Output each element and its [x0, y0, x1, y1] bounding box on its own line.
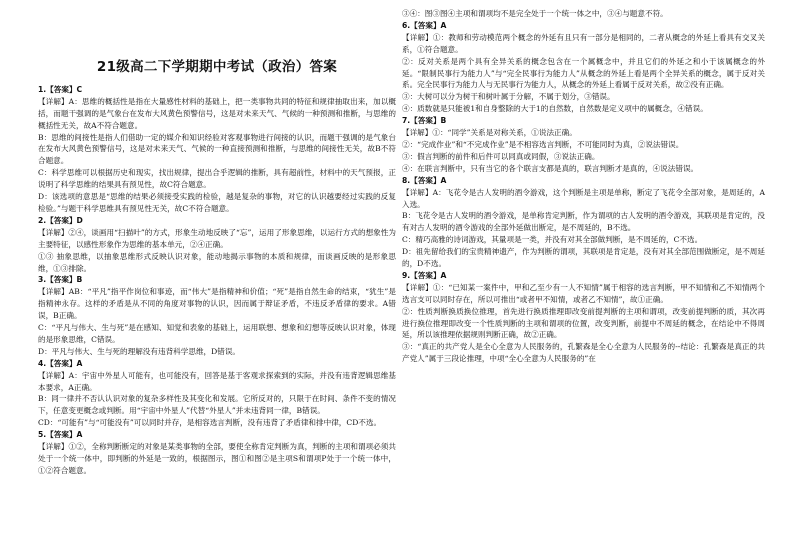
- question-block: [38, 358, 396, 429]
- explanation-paragraph: ②：反对关系是两个具有全异关系的概念包含在一个属概念中，并且它们的外延之和小于该属概念的外延。“限制民事行为能力人”与“完全民事行为能力人”从概念的外延上看是两个全异关系的概念，属于反对关系。完全民事行为能力人与无民事行为能力人，从概念的外延上看属于反对关系，故②没有正确。: [402, 56, 765, 90]
- explanation-paragraph: ①③ 抽象思维，以抽象思维形式反映认识对象，能动地揭示事物的本质和规律，而谈画反映的是形象思维，①③排除。: [38, 251, 396, 273]
- page-title: 21级高二下学期期中考试（政治）答案: [96, 59, 338, 75]
- explanation-paragraph: 【详解】A：思维的概括性是指在大量感性材料的基础上，把一类事物共同的特征和规律抽取出来，加以概括，而题干强调的是气象台在发布大风黄色预警信号，这是对未来天气、气候的一种预测和推断，与思维的概括性无关，故A不符合题意。: [38, 96, 396, 130]
- answer-label: 8.【答案】A: [402, 175, 447, 185]
- question-block: [38, 274, 396, 357]
- answer-label: 7.【答案】B: [402, 116, 447, 126]
- explanation-paragraph: 【详解】A：飞花令是古人发明的酒令游戏，这个判断是主项是单称，断定了飞花令全部对象，是周延的，A入选。: [402, 187, 765, 209]
- left-answers: [38, 84, 396, 477]
- explanation-paragraph: D：祖先留给我们的宝贵精神遗产，作为判断的谓项，其联项是肯定是，没有对其全部范围做断定，是不周延的，D不选。: [402, 247, 765, 269]
- right-column: [402, 0, 765, 365]
- answer-label: 4.【答案】A: [38, 358, 83, 368]
- question-block: [38, 429, 396, 477]
- explanation-paragraph: ④：在联言判断中，只有当它的各个联言支都是真的，联言判断才是真的，④说法错误。: [402, 163, 699, 173]
- answer-label: 5.【答案】A: [38, 430, 83, 440]
- explanation-paragraph: B：飞花令是古人发明的酒令游戏，是单称肯定判断，作为谓项的古人发明的酒令游戏，其联项是肯定的，没有对古人发明的酒令游戏的全部外延做出断定，是不周延的，B不选。: [402, 211, 765, 233]
- explanation-paragraph: C：精巧高雅的诗词游戏，其量项是一类，并没有对其全部做判断，是不周延的，C不选。: [402, 235, 703, 245]
- explanation-paragraph: D：平凡与伟大、生与死的理解没有违背科学思维，D错误。: [38, 346, 241, 356]
- explanation-paragraph: B：同一律并不否认认识对象的复杂多样性及其变化和发展。它所反对的，只限于在时间、条件不变的情况下，任意变更概念或判断。用“宇宙中外星人”代替“外星人”并未违背同一律，B错误。: [38, 394, 396, 416]
- explanation-paragraph: D：该选项的意思是“思维的结果必须接受实践的检验，越是复杂的事物，对它的认识越要经过实践的反复检验。”与题干科学思维具有预见性无关，故C不符合题意。: [38, 192, 396, 213]
- answer-label: 1.【答案】C: [38, 84, 83, 94]
- explanation-paragraph: 【详解】①②，全称判断断定的对象是某类事物的全部，要使全称肯定判断为真，判断的主项和谓项必须共处于一个统一体中，即判断的外延是一致的，根据图示，图①和图②是主项S和谓项P处于一个统一体中，①②符合题意。: [38, 442, 396, 475]
- question-block: [38, 215, 396, 275]
- answer-label: 9.【答案】A: [402, 270, 447, 280]
- explanation-paragraph: CD：“可能有”与“可能没有”可以同时并存，是相容选言判断，没有违背了矛盾律和排中律，CD不选。: [38, 418, 382, 428]
- explanation-paragraph: ②：“完成作业”和“不完成作业”是不相容选言判断，不可能同时为真，②说法错误。: [402, 139, 684, 149]
- explanation-paragraph: 【详解】①：“同学”关系是对称关系，①说法正确。: [402, 128, 577, 138]
- explanation-paragraph: B：思维的间接性是指人们借助一定的媒介和知识经验对客观事物进行间接的认识，而题干强调的是气象台在发布大风黄色预警信号，这是对未来天气、气候的一种直接预测和推断，与思维的间接性无关，故B不符合题意。: [38, 132, 396, 166]
- answer-label: 3.【答案】B: [38, 275, 83, 285]
- question-block: [402, 20, 765, 115]
- explanation-paragraph: ③④：图③图④主项和谓项均不是完全处于一个统一体之中，③④与题意不符。: [402, 9, 668, 18]
- explanation-paragraph: 【详解】AB：“平凡”指平作岗位和事迹，而“伟大”是指精神和价值；“死”是指自然生命的结束，“犹生”是指精神永存。这样的矛盾是从不同的角度对事物的认识，因而属于辩证矛盾，不违反矛盾律的要求。A错误，B正确。: [38, 287, 396, 321]
- question-block: [402, 8, 765, 20]
- answer-label: 6.【答案】A: [402, 20, 447, 30]
- question-block: [402, 175, 765, 270]
- explanation-paragraph: C：科学思维可以根据历史和现实，找出规律，提出合乎逻辑的推断，具有超前性，材料中的天气预报，正说明了科学思维的结果具有预见性，故C符合题意。: [38, 168, 396, 190]
- explanation-paragraph: ②：性质判断换质换位推理，首先进行换质推理即改变前提判断的主项和谓项，改变前提判断的质，其次再进行换位推理即改变一个性质判断的主项和谓项的位置，改变判断，前提中不周延的概念，在结论中不得周延，所以该推理依据规则判断正确，故②正确。: [402, 306, 765, 340]
- answer-label: 2.【答案】D: [38, 215, 83, 225]
- explanation-paragraph: 【详解】①：教师和劳动模范两个概念的外延有且只有一部分是相同的，二者从概念的外延上看具有交叉关系，①符合题意。: [402, 32, 765, 54]
- explanation-paragraph: 【详解】A：宇宙中外星人可能有，也可能没有，回答是基于客观求探索到的实际，并没有违背逻辑思维基本要求，A正确。: [38, 370, 396, 392]
- right-answers: [402, 8, 765, 365]
- question-block: [402, 115, 765, 175]
- explanation-paragraph: ③：“真正的共产党人是全心全意为人民服务的，孔繁森是全心全意为人民服务的--结论：孔繁森是真正的共产党人”属于三段论推理，中项“全心全意为人民服务的”在: [402, 342, 765, 364]
- explanation-paragraph: ③：大树可以分为树干和树叶属于分解，不属于划分，③错误。: [402, 92, 615, 102]
- explanation-paragraph: ④：质数就是只能被1和自身整除的大于1的自然数，自然数是定义项中的属概念，④错误。: [402, 104, 708, 114]
- question-block: [402, 270, 765, 365]
- explanation-paragraph: 【详解】①：“已知某一案件中，甲和乙至少有一人不知情”属于相容的选言判断，甲不知情和乙不知情两个选言支可以同时存在，所以可推出“或者甲不知情，或者乙不知情”，故①正确。: [402, 282, 765, 304]
- left-column: [38, 0, 396, 477]
- explanation-paragraph: C：“平凡与伟大、生与死”是在感知、知觉和表象的基础上，运用联想、想象和幻想等反映认识对象，体现的是形象思维，C错误。: [38, 323, 396, 344]
- explanation-paragraph: ③：假言判断的前件和后件可以同真或同假，③说法正确。: [402, 151, 600, 161]
- question-block: [38, 84, 396, 215]
- explanation-paragraph: 【详解】②④，谈画用“扫描叶”的方式，形象生动地反映了“忘”，运用了形象思维，以运行方式的想象性为主要特征，以感性形象作为思维的基本单元，②④正确。: [38, 227, 396, 249]
